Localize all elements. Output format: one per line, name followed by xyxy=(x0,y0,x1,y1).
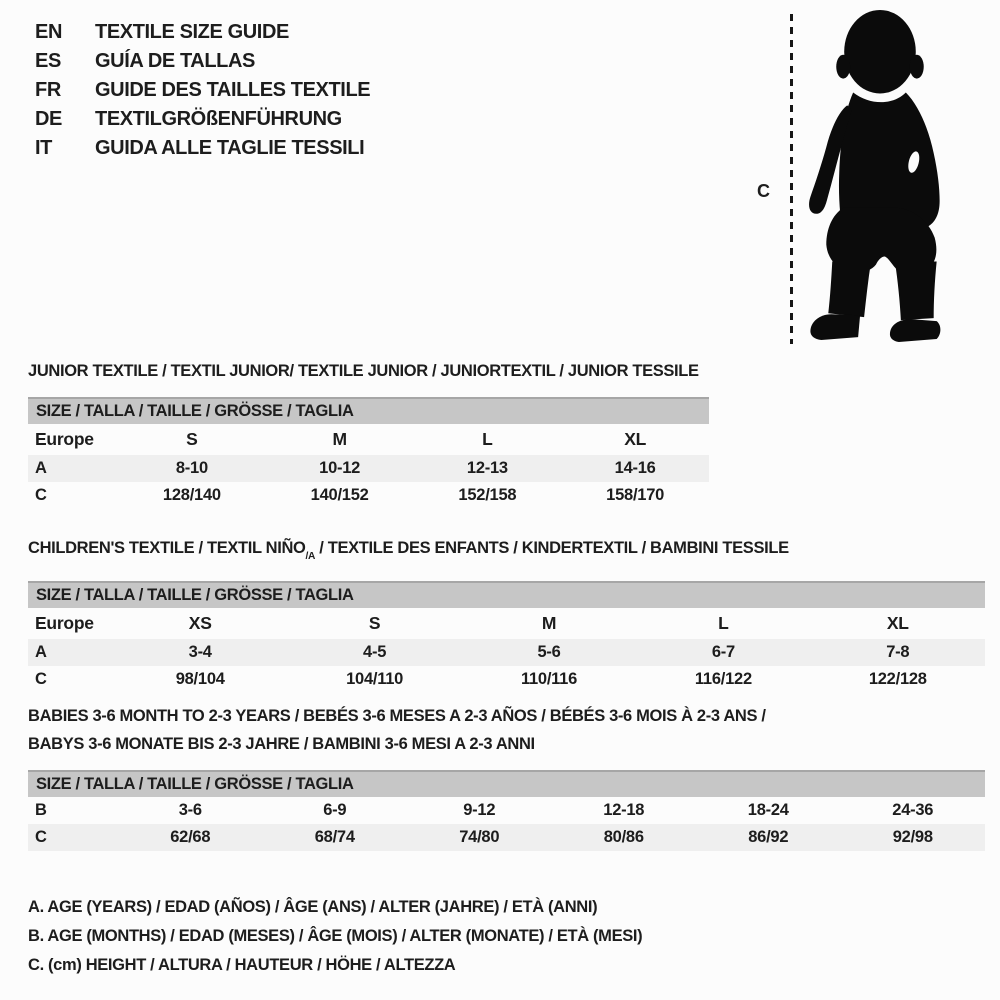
size-cell: M xyxy=(541,613,557,634)
section-junior-textile xyxy=(28,357,709,509)
section-childrens-textile xyxy=(28,534,985,693)
row-label: A xyxy=(35,459,47,477)
size-cell: 8-10 xyxy=(175,459,208,477)
language-code: ES xyxy=(35,50,61,72)
footnote: C. (cm) HEIGHT / ALTURA / HAUTEUR / HÖHE / ALTEZZA xyxy=(28,956,456,974)
size-cell: 24-36 xyxy=(892,801,934,819)
row-label: C xyxy=(35,670,47,689)
size-cell: 86/92 xyxy=(748,828,789,846)
size-cell: 128/140 xyxy=(162,486,221,504)
language-row xyxy=(35,134,370,163)
language-row xyxy=(35,47,370,76)
height-measure-label: C xyxy=(757,181,770,201)
title-subscript: /A xyxy=(305,551,316,563)
size-cell: 104/110 xyxy=(346,670,404,689)
size-cell: 18-24 xyxy=(747,801,789,819)
section-babies-textile xyxy=(28,702,985,851)
size-cell: 80/86 xyxy=(603,828,644,846)
size-cell: 68/74 xyxy=(314,828,355,846)
language-code: DE xyxy=(35,108,62,130)
language-row xyxy=(35,76,370,105)
size-cell: 7-8 xyxy=(886,643,910,662)
size-cell: 14-16 xyxy=(614,459,656,477)
guide-title: GUIDE DES TAILLES TEXTILE xyxy=(95,79,371,101)
title-text: BABIES 3-6 MONTH TO 2-3 YEARS / BEBÉS 3-6 MESES A 2-3 AÑOS / BÉBÉS 3-6 MOIS À 2-3 ANS / xyxy=(28,707,766,725)
row-label: A xyxy=(35,643,47,662)
language-code: FR xyxy=(35,79,61,101)
size-cell: 12-13 xyxy=(466,459,508,477)
footnotes xyxy=(28,893,642,980)
size-cell: 3-6 xyxy=(178,801,202,819)
toddler-silhouette-icon xyxy=(798,5,958,348)
size-table-header: SIZE / TALLA / TAILLE / GRÖSSE / TAGLIA xyxy=(28,770,985,797)
size-cell: S xyxy=(186,429,198,449)
table-row xyxy=(28,639,985,666)
size-cell: 5-6 xyxy=(537,643,561,662)
table-row xyxy=(28,482,709,509)
language-title-list xyxy=(35,18,370,163)
language-row xyxy=(35,105,370,134)
row-label: B xyxy=(35,801,47,819)
size-table xyxy=(28,581,985,693)
size-cell: 110/116 xyxy=(520,670,578,689)
size-cell: 12-18 xyxy=(603,801,645,819)
size-cell: 10-12 xyxy=(319,459,361,477)
size-cell: 116/122 xyxy=(694,670,752,689)
size-cell: 74/80 xyxy=(459,828,500,846)
guide-title: GUÍA DE TALLAS xyxy=(95,50,255,72)
size-cell: 6-9 xyxy=(323,801,347,819)
size-cell: S xyxy=(368,613,381,634)
size-cell: 98/104 xyxy=(175,670,225,689)
size-cell: L xyxy=(718,613,729,634)
guide-title: TEXTILGRÖßENFÜHRUNG xyxy=(95,108,342,130)
title-text: CHILDREN'S TEXTILE / TEXTIL NIÑO xyxy=(28,539,306,557)
size-cell: XL xyxy=(886,613,909,634)
table-row xyxy=(28,608,985,639)
size-cell: 122/128 xyxy=(868,670,927,689)
row-label: C xyxy=(35,828,47,846)
size-cell: 9-12 xyxy=(463,801,496,819)
language-code: IT xyxy=(35,137,52,159)
size-cell: XS xyxy=(188,613,212,634)
size-cell: 92/98 xyxy=(892,828,933,846)
size-table xyxy=(28,397,709,509)
table-row xyxy=(28,666,985,693)
title-text: / TEXTILE DES ENFANTS / KINDERTEXTIL / BAMBINI TESSILE xyxy=(315,539,789,557)
size-table-header: SIZE / TALLA / TAILLE / GRÖSSE / TAGLIA xyxy=(28,397,709,424)
row-label: C xyxy=(35,486,47,504)
size-cell: 4-5 xyxy=(363,643,387,662)
size-cell: XL xyxy=(624,429,647,449)
row-label: Europe xyxy=(35,613,94,634)
section-title xyxy=(28,534,985,569)
title-text: JUNIOR TEXTILE / TEXTIL JUNIOR/ TEXTILE JUNIOR / JUNIORTEXTIL / JUNIOR TESSILE xyxy=(28,362,699,380)
section-title xyxy=(28,357,709,385)
size-table-header: SIZE / TALLA / TAILLE / GRÖSSE / TAGLIA xyxy=(28,581,985,608)
size-cell: 158/170 xyxy=(606,486,665,504)
language-row xyxy=(35,18,370,47)
size-cell: L xyxy=(482,429,493,449)
section-title xyxy=(28,730,985,758)
language-code: EN xyxy=(35,21,62,43)
table-row xyxy=(28,797,985,824)
size-cell: 6-7 xyxy=(711,643,735,662)
size-cell: 62/68 xyxy=(170,828,211,846)
size-table xyxy=(28,770,985,851)
size-cell: M xyxy=(332,429,347,449)
row-label: Europe xyxy=(35,429,94,449)
section-title xyxy=(28,702,985,730)
footnote: B. AGE (MONTHS) / EDAD (MESES) / ÂGE (MOIS) / ALTER (MONATE) / ETÀ (MESI) xyxy=(28,927,643,945)
size-cell: 3-4 xyxy=(188,643,212,662)
height-measure-line xyxy=(790,14,793,344)
table-row xyxy=(28,424,709,455)
footnote: A. AGE (YEARS) / EDAD (AÑOS) / ÂGE (ANS) / ALTER (JAHRE) / ETÀ (ANNI) xyxy=(28,898,598,916)
title-text: BABYS 3-6 MONATE BIS 2-3 JAHRE / BAMBINI 3-6 MESI A 2-3 ANNI xyxy=(28,735,535,753)
size-cell: 152/158 xyxy=(458,486,517,504)
size-cell: 140/152 xyxy=(310,486,369,504)
guide-title: TEXTILE SIZE GUIDE xyxy=(95,21,289,43)
guide-title: GUIDA ALLE TAGLIE TESSILI xyxy=(95,137,365,159)
table-row xyxy=(28,455,709,482)
table-row xyxy=(28,824,985,851)
